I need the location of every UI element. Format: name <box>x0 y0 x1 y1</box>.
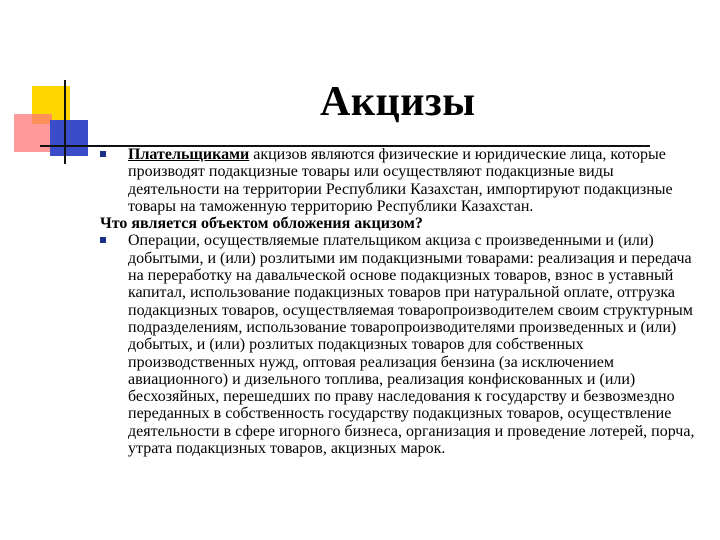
slide-content <box>100 146 700 457</box>
bullet-item-payers <box>100 146 700 215</box>
object-question: Что является объектом обложения акцизом? <box>100 215 423 233</box>
payers-term: Плательщиками <box>128 146 250 163</box>
square-bullet-icon <box>100 237 106 243</box>
slide-title: Акцизы <box>320 79 476 125</box>
decor-vertical-line <box>64 80 66 164</box>
operations-text: Операции, осуществляемые плательщиком акциза с произведенными и (или) добытыми, и (или) розлитыми им подакцизными товарами: реализация и передача на переработку на давальческой основе подакцизных товаров, взнос в уставный капитал, использование подакцизных товаров при натуральной оплате, отгрузка подакцизных товаров, осуществляемая товаропроизводителем своим структурным подразделениям, использование товаропроизводителями произведенных и (или) добытых, и (или) розлитых подакцизных товаров для собственных производственных нужд, оптовая реализация бензина (за исключением авиационного) и дизельного топлива, реализация конфискованных и (или) бесхозяйных, перешедших по праву наследования к государству и безвозмездно переданных в собственность государству подакцизных товаров, осуществление деятельности в сфере игорного бизнеса, организация и проведение лотерей, порча, утрата подакцизных товаров, акцизных марок. <box>128 232 695 458</box>
decor-blue-square <box>50 120 88 156</box>
bullet-item-operations <box>100 232 700 457</box>
payers-text: акцизов являются физические и юридические лица, которые производят подакцизные товары или осуществляют подакцизные виды деятельности на территории Республики Казахстан, импортируют подакцизные товары на таможенную территорию Республики Казахстан. <box>128 146 673 215</box>
square-bullet-icon <box>100 151 106 157</box>
